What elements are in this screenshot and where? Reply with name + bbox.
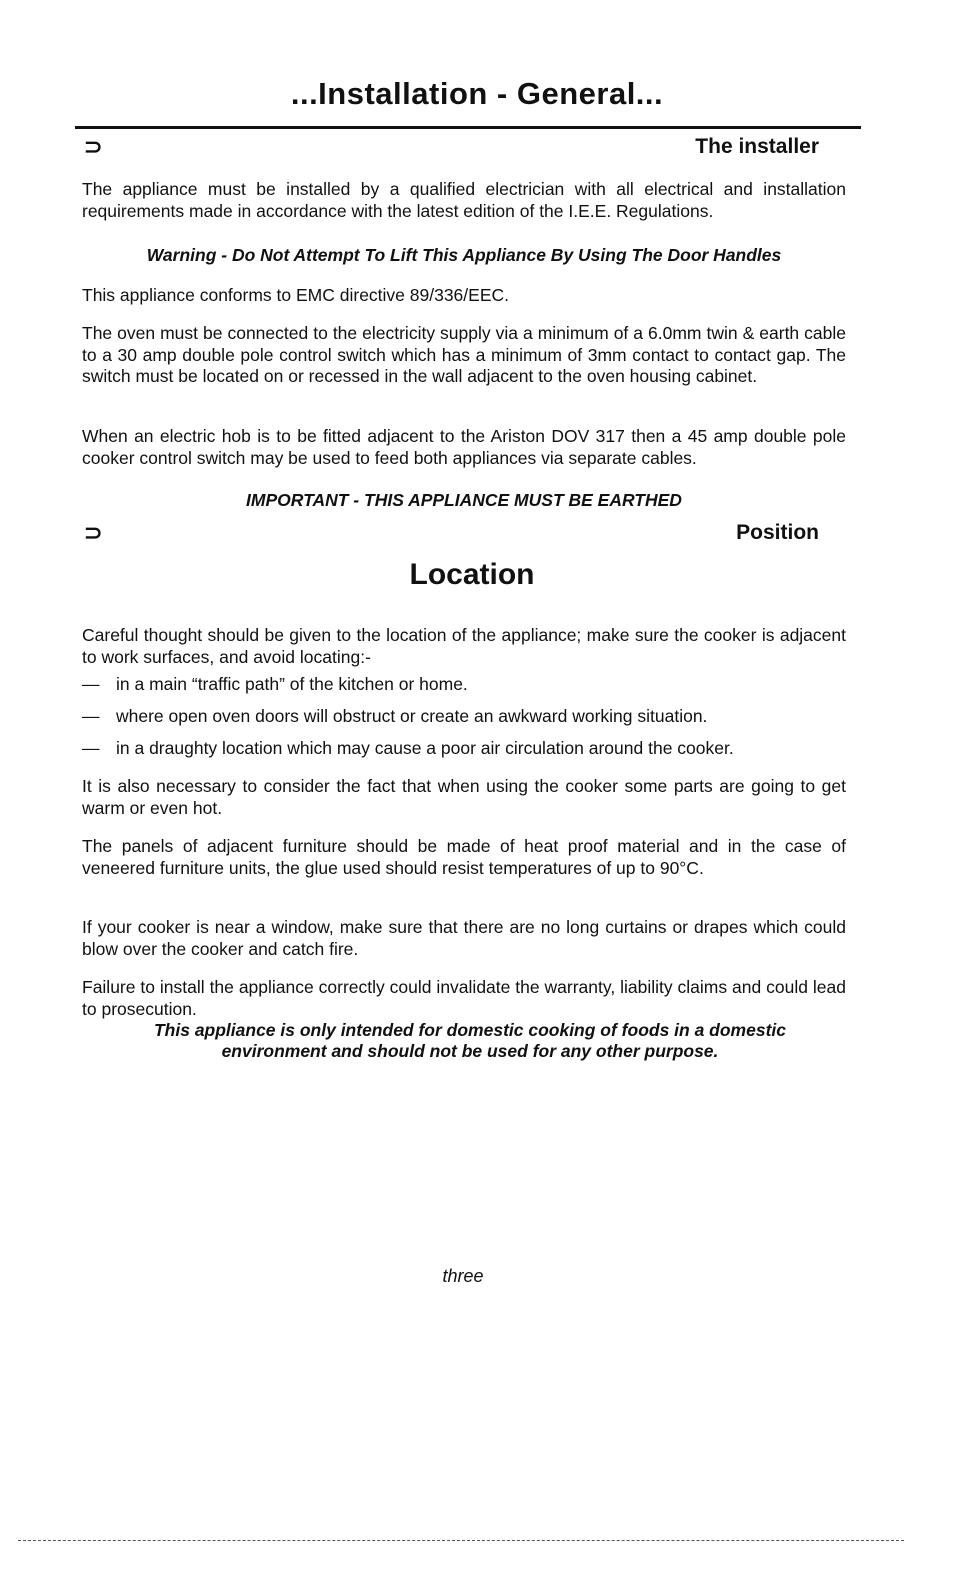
earthed-notice: IMPORTANT - THIS APPLIANCE MUST BE EARTHED [246,490,682,510]
list-item-text: in a draughty location which may cause a poor air circulation around the cooker. [116,738,734,758]
page-number: three [442,1266,484,1286]
list-item [82,738,846,770]
list-item [82,706,846,738]
arrow-icon: ⊃ [84,520,103,545]
arrow-icon: ⊃ [84,134,103,159]
installer-paragraph-1: The appliance must be installed by a qualified electrician with all electrical and installation requirements made in accordance with the latest edition of the I.E.E. Regulations. [82,179,846,221]
installer-heading: The installer [695,135,819,158]
list-item-text: in a main “traffic path” of the kitchen or home. [116,674,468,694]
domestic-use-note: This appliance is only intended for domestic cooking of foods in a domestic environment and should not be used for any other purpose. [153,1020,787,1061]
dash-marker: — [82,674,100,694]
connection-paragraph: The oven must be connected to the electricity supply via a minimum of a 6.0mm twin & earth cable to a 30 amp double pole control switch which has a minimum of 3mm contact to contact gap. The switch must be located on or recessed in the wall adjacent to the oven housing cabinet. [82,323,846,386]
page-title: ...Installation - General... [290,76,664,111]
list-item-text: where open oven doors will obstruct or create an awkward working situation. [116,706,708,726]
hob-paragraph: When an electric hob is to be fitted adjacent to the Ariston DOV 317 then a 45 amp double pole cooker control switch may be used to feed both appliances via separate cables. [82,426,846,468]
location-title: Location [409,558,535,591]
footer-rule [18,1540,904,1541]
warm-parts-paragraph: It is also necessary to consider the fact that when using the cooker some parts are going to get warm or even hot. [82,776,846,818]
failure-paragraph: Failure to install the appliance correctly could invalidate the warranty, liability claims and could lead to prosecution. [82,977,846,1019]
window-paragraph: If your cooker is near a window, make sure that there are no long curtains or drapes which could blow over the cooker and catch fire. [82,917,846,959]
emc-paragraph: This appliance conforms to EMC directive 89/336/EEC. [82,285,509,305]
list-item [82,674,846,706]
position-heading: Position [736,521,819,544]
title-rule [75,126,861,129]
dash-marker: — [82,738,100,758]
location-intro: Careful thought should be given to the location of the appliance; make sure the cooker is adjacent to work surfaces, and avoid locating:- [82,625,846,667]
avoid-list [82,674,846,770]
dash-marker: — [82,706,100,726]
lift-warning: Warning - Do Not Attempt To Lift This Appliance By Using The Door Handles [146,245,782,265]
panels-paragraph: The panels of adjacent furniture should be made of heat proof material and in the case of veneered furniture units, the glue used should resist temperatures of up to 90°C. [82,836,846,878]
